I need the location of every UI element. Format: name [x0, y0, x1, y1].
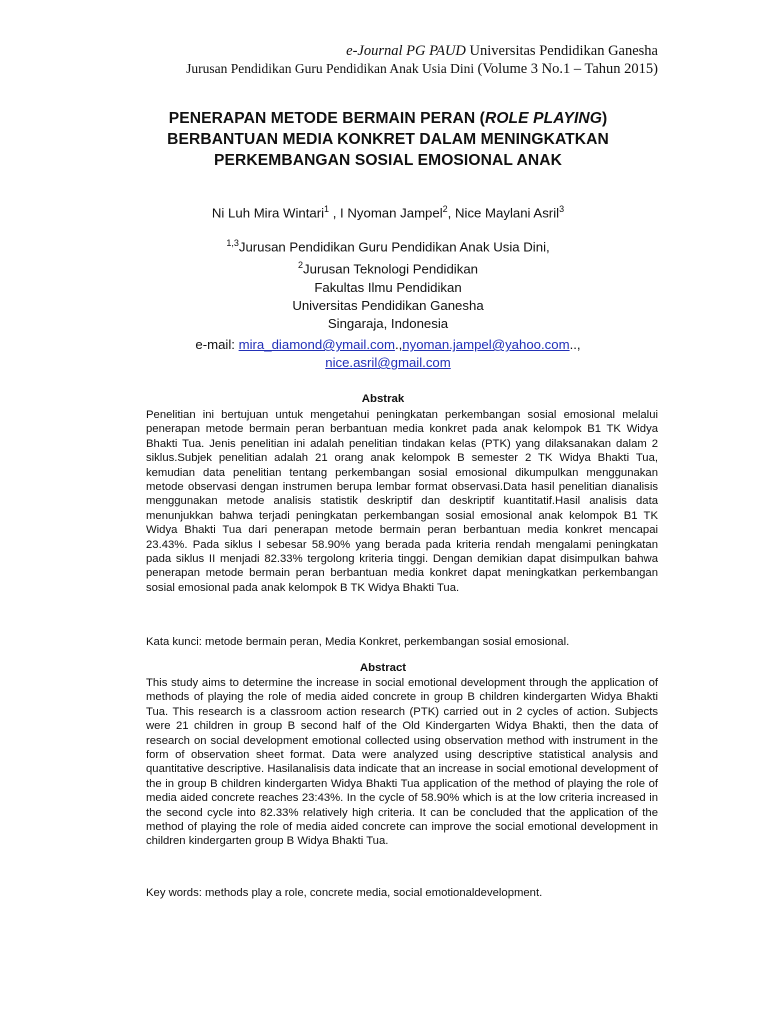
journal-name: e-Journal PG PAUD — [346, 43, 466, 59]
abstrak-heading: Abstrak — [361, 393, 405, 405]
email-link-3[interactable]: nice.asril@gmail.com — [325, 355, 451, 370]
affiliation-line-3: Fakultas Ilmu Pendidikan — [314, 279, 462, 295]
abstract-body: This study aims to determine the increase in social emotional development through the application of methods of playing the role of media aided concrete in group B children kindergarten Widya Bhakti Tua. This research is a classroom action research (PTK) carried out in 2 cycles of action. Subjects were 21 children in group B second half of the Old Kindergarten Widya Bhakti, then the data of research on social development emotional collected using observation method with instrument in the form of observation sheet format. Data were analyzed using descriptive statistical analysis and quantitative descriptive. Hasilanalisis data indicate that an increase in social emotional development of the in group B children kindergarten Widya Bhakti Tua application of the method of playing the role of media aided concrete reaches 23:43%. In the cycle of 58.90% which is at the low criteria increased in the second cycle into 82.33% relatively high criteria. It can be concluded that the application of the method of playing the role of media aided concrete can improve the social emotional development in children kindergarten group B Widya Bhakti Tua. — [146, 677, 658, 848]
university-name: Universitas Pendidikan Ganesha — [465, 43, 658, 59]
title-line-3: PERKEMBANGAN SOSIAL EMOSIONAL ANAK — [214, 152, 562, 169]
author-1-marker: 1 — [324, 204, 330, 214]
author-3: , Nice Maylani Asril — [447, 205, 560, 221]
journal-department-line — [98, 60, 658, 78]
affiliation-line-4: Universitas Pendidikan Ganesha — [292, 297, 484, 313]
author-list — [110, 200, 666, 222]
author-1: Ni Luh Mira Wintari — [211, 205, 325, 221]
abstrak-body: Penelitian ini bertujuan untuk mengetahui peningkatan perkembangan sosial emosional melalui penerapan metode bermain peran berbantuan media konkret pada anak kelompok B1 TK Widya Bhakti Tua. Jenis penelitian ini adalah penelitian tindakan kelas (PTK) yang dilaksanakan dalam 2 siklus.Subjek penelitian adalah 21 orang anak kelompok B semester 2 TK Widya Bhakti Tua, kemudian data penelitian tentang perkembangan sosial emosional dikumpulkan menggunakan metode observasi dengan instrumen berupa lembar format observasi.Data hasil penelitian dianalisis menggunakan metode analisis statistik deskriptif dan deskriptif kuantitatif.Hasil analisis data menunjukkan bahwa terjadi peningkatan perkembangan sosial emosional anak kelompok B1 TK Widya Bhakti Tua dari penerapan metode bermain peran berbantuan media konkret mencapai 23.43%. Pada siklus I sebesar 58.90% yang berada pada kriteria rendah mengalami peningkatan pada siklus II menjadi 82.33% tergolong kriteria tinggi. Dengan demikian dapat disimpulkan bahwa penerapan metode bermain peran berbantuan media konkret dapat meningkatkan perkembangan sosial emosional pada anak kelompok B TK Widya Bhakti Tua. — [146, 409, 658, 594]
email-line-1: e-mail: mira_diamond@ymail.com.,nyoman.jampel@yahoo.com.., — [195, 337, 581, 352]
affiliation-line-5: Singaraja, Indonesia — [327, 315, 449, 331]
volume-info: (Volume 3 No.1 – Tahun 2015) — [477, 61, 658, 77]
email-link-1[interactable]: mira_diamond@ymail.com — [238, 337, 395, 352]
paper-title — [110, 108, 666, 171]
author-2: , I Nyoman Jampel — [329, 205, 443, 221]
kata-kunci: Kata kunci: metode bermain peran, Media Konkret, perkembangan sosial emosional. — [146, 636, 570, 648]
department-name: Jurusan Pendidikan Guru Pendidikan Anak Usia Dini — [186, 61, 478, 76]
email-line-2 — [110, 354, 666, 372]
abstract-heading: Abstract — [359, 662, 407, 674]
author-2-marker: 2 — [442, 204, 448, 214]
author-3-marker: 3 — [559, 204, 565, 214]
journal-name-line — [98, 42, 658, 60]
affiliation-line-1: $^{1,3}$Jurusan Pendidikan Guru Pendidikan Anak Usia Dini, — [226, 238, 550, 255]
affiliation-block — [110, 234, 666, 333]
email-link-2[interactable]: nyoman.jampel@yahoo.com — [402, 337, 570, 352]
key-words: Key words: methods play a role, concrete media, social emotionaldevelopment. — [146, 887, 543, 899]
journal-header — [98, 42, 658, 78]
title-line-2: BERBANTUAN MEDIA KONKRET DALAM MENINGKATKAN — [167, 131, 609, 148]
email-label: e-mail: — [195, 337, 239, 352]
affiliation-line-2: $^2$Jurusan Teknologi Pendidikan — [298, 260, 478, 277]
title-line-1: PENERAPAN METODE BERMAIN PERAN (ROLE PLAYING) — [168, 110, 608, 127]
email-block — [110, 336, 666, 372]
